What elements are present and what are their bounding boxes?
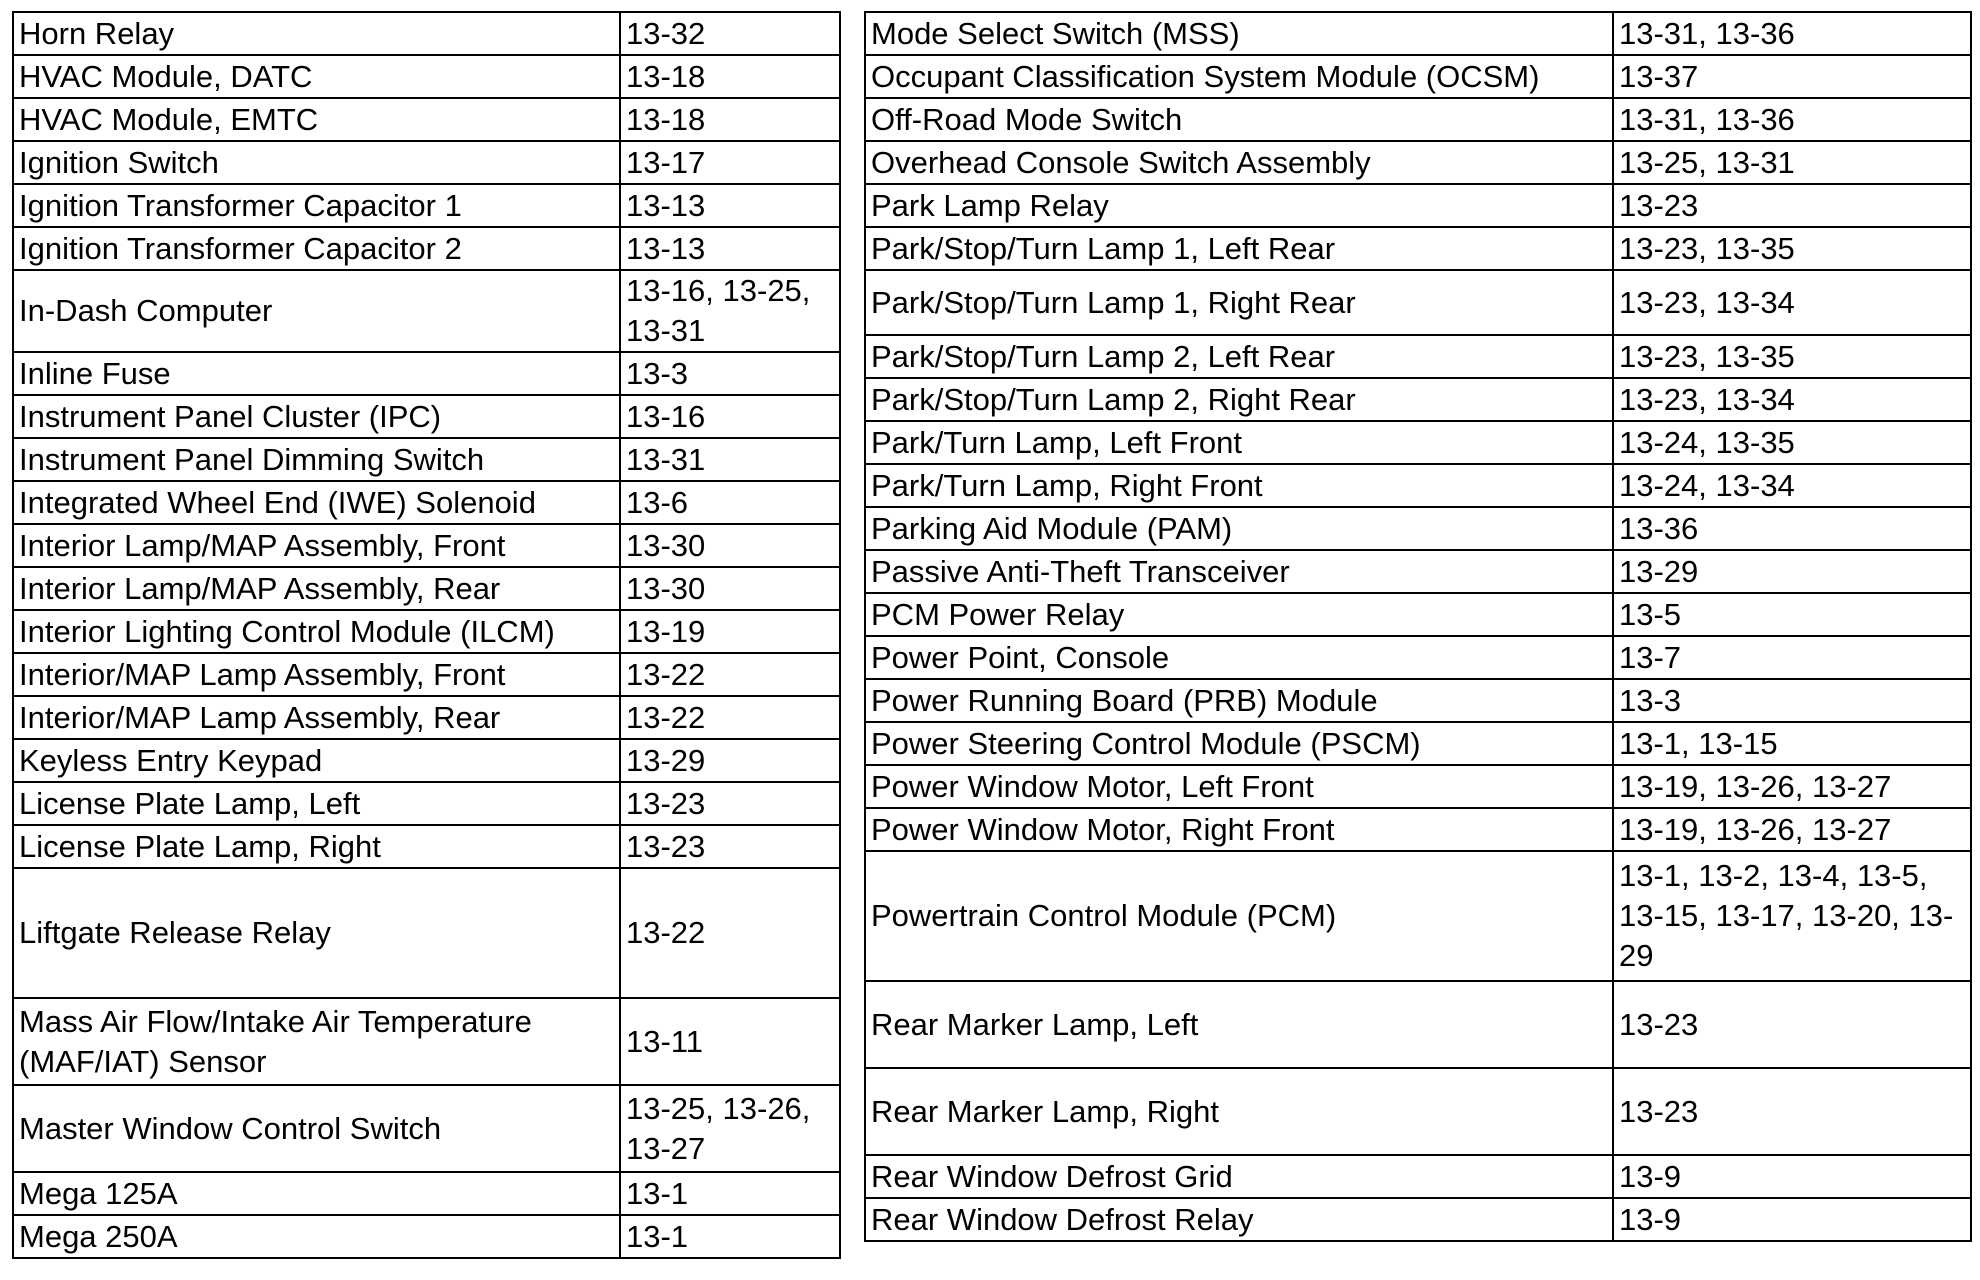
table-row [13,12,840,55]
page-reference-cell: 13-9 [1613,1155,1971,1198]
component-name-cell: Park/Stop/Turn Lamp 1, Right Rear [865,270,1613,335]
page-reference-cell: 13-29 [620,739,840,782]
page-reference-cell: 13-6 [620,481,840,524]
table-row [865,507,1971,550]
page-reference-cell: 13-24, 13-35 [1613,421,1971,464]
page-reference-cell: 13-16, 13-25, 13-31 [620,270,840,352]
table-row [865,722,1971,765]
component-name-cell: Mega 125A [13,1172,620,1215]
component-name-cell: License Plate Lamp, Left [13,782,620,825]
component-name-cell: Power Window Motor, Right Front [865,808,1613,851]
component-name-cell: Ignition Switch [13,141,620,184]
component-name-cell: HVAC Module, EMTC [13,98,620,141]
table-row [865,679,1971,722]
table-row [13,524,840,567]
page-reference-cell: 13-19 [620,610,840,653]
component-name-cell: Park/Turn Lamp, Left Front [865,421,1613,464]
table-row [13,55,840,98]
component-name-cell: Park/Stop/Turn Lamp 1, Left Rear [865,227,1613,270]
component-name-cell: Occupant Classification System Module (OCSM) [865,55,1613,98]
component-name-cell: Overhead Console Switch Assembly [865,141,1613,184]
table-row [865,141,1971,184]
page-reference-cell: 13-31, 13-36 [1613,12,1971,55]
table-row [13,782,840,825]
table-row [13,438,840,481]
page-reference-cell: 13-3 [620,352,840,395]
component-name-cell: Park/Turn Lamp, Right Front [865,464,1613,507]
page-reference-cell: 13-31 [620,438,840,481]
page-reference-cell: 13-1, 13-2, 13-4, 13-5, 13-15, 13-17, 13-20, 13-29 [1613,851,1971,981]
page-reference-cell: 13-23, 13-34 [1613,270,1971,335]
page-reference-cell: 13-29 [1613,550,1971,593]
component-name-cell: Power Steering Control Module (PSCM) [865,722,1613,765]
table-row [865,98,1971,141]
table-row [13,1215,840,1258]
table-row [13,352,840,395]
table-row [13,270,840,352]
component-name-cell: Horn Relay [13,12,620,55]
component-name-cell: Park Lamp Relay [865,184,1613,227]
table-row [865,12,1971,55]
table-row [13,98,840,141]
page-reference-cell: 13-16 [620,395,840,438]
component-name-cell: Rear Marker Lamp, Left [865,981,1613,1068]
table-row [13,1085,840,1172]
table-row [13,141,840,184]
table-row [865,808,1971,851]
component-name-cell: Interior Lighting Control Module (ILCM) [13,610,620,653]
component-name-cell: Interior/MAP Lamp Assembly, Front [13,653,620,696]
table-row [865,550,1971,593]
component-name-cell: Inline Fuse [13,352,620,395]
component-name-cell: Interior Lamp/MAP Assembly, Rear [13,567,620,610]
page-reference-cell: 13-23, 13-35 [1613,227,1971,270]
table-row [865,378,1971,421]
page-reference-cell: 13-25, 13-31 [1613,141,1971,184]
table-row [865,851,1971,981]
table-row [13,610,840,653]
table-row [13,227,840,270]
table-row [13,567,840,610]
page-reference-cell: 13-22 [620,868,840,998]
page-reference-cell: 13-23 [620,782,840,825]
table-row [13,868,840,998]
page-reference-cell: 13-1, 13-15 [1613,722,1971,765]
page-reference-cell: 13-18 [620,98,840,141]
page-reference-cell: 13-1 [620,1215,840,1258]
table-row [865,636,1971,679]
table-row [865,981,1971,1068]
page-reference-cell: 13-18 [620,55,840,98]
page-reference-cell: 13-30 [620,524,840,567]
table-row [13,998,840,1085]
component-name-cell: Master Window Control Switch [13,1085,620,1172]
page-reference-cell: 13-37 [1613,55,1971,98]
component-name-cell: Mass Air Flow/Intake Air Temperature (MAF/IAT) Sensor [13,998,620,1085]
table-row [865,1068,1971,1155]
component-name-cell: Interior Lamp/MAP Assembly, Front [13,524,620,567]
table-row [865,421,1971,464]
page-reference-cell: 13-1 [620,1172,840,1215]
page-reference-cell: 13-19, 13-26, 13-27 [1613,765,1971,808]
page-reference-cell: 13-31, 13-36 [1613,98,1971,141]
page-reference-cell: 13-23 [620,825,840,868]
component-name-cell: Passive Anti-Theft Transceiver [865,550,1613,593]
table-row [865,464,1971,507]
table-row [13,1172,840,1215]
page-reference-cell: 13-13 [620,184,840,227]
page-reference-cell: 13-23 [1613,1068,1971,1155]
table-row [13,184,840,227]
component-name-cell: Rear Window Defrost Grid [865,1155,1613,1198]
table-row [865,184,1971,227]
page-reference-cell: 13-5 [1613,593,1971,636]
page-reference-cell: 13-30 [620,567,840,610]
table-row [865,227,1971,270]
page-reference-cell: 13-9 [1613,1198,1971,1241]
component-name-cell: Rear Window Defrost Relay [865,1198,1613,1241]
component-name-cell: Mega 250A [13,1215,620,1258]
table-row [865,1198,1971,1241]
component-name-cell: Mode Select Switch (MSS) [865,12,1613,55]
table-row [865,55,1971,98]
page-reference-cell: 13-11 [620,998,840,1085]
page-reference-cell: 13-3 [1613,679,1971,722]
component-name-cell: Instrument Panel Cluster (IPC) [13,395,620,438]
component-name-cell: Off-Road Mode Switch [865,98,1613,141]
right-index-body [865,12,1971,1241]
table-row [865,765,1971,808]
component-name-cell: PCM Power Relay [865,593,1613,636]
table-row [865,593,1971,636]
component-name-cell: Ignition Transformer Capacitor 1 [13,184,620,227]
table-row [13,825,840,868]
component-name-cell: In-Dash Computer [13,270,620,352]
component-name-cell: Power Point, Console [865,636,1613,679]
component-name-cell: Keyless Entry Keypad [13,739,620,782]
page-reference-cell: 13-22 [620,696,840,739]
page-reference-cell: 13-23 [1613,184,1971,227]
table-row [13,696,840,739]
component-name-cell: License Plate Lamp, Right [13,825,620,868]
component-name-cell: HVAC Module, DATC [13,55,620,98]
table-row [13,739,840,782]
page-reference-cell: 13-22 [620,653,840,696]
component-name-cell: Rear Marker Lamp, Right [865,1068,1613,1155]
component-name-cell: Liftgate Release Relay [13,868,620,998]
table-row [13,481,840,524]
component-name-cell: Power Window Motor, Left Front [865,765,1613,808]
table-row [13,653,840,696]
page-reference-cell: 13-19, 13-26, 13-27 [1613,808,1971,851]
table-row [865,335,1971,378]
table-row [13,395,840,438]
page-reference-cell: 13-7 [1613,636,1971,679]
component-name-cell: Interior/MAP Lamp Assembly, Rear [13,696,620,739]
component-name-cell: Parking Aid Module (PAM) [865,507,1613,550]
page-reference-cell: 13-23 [1613,981,1971,1068]
left-index-table [12,11,841,1259]
left-index-body [13,12,840,1258]
page-reference-cell: 13-25, 13-26, 13-27 [620,1085,840,1172]
page-reference-cell: 13-17 [620,141,840,184]
page-reference-cell: 13-32 [620,12,840,55]
page-reference-cell: 13-36 [1613,507,1971,550]
table-row [865,270,1971,335]
page-reference-cell: 13-23, 13-35 [1613,335,1971,378]
component-name-cell: Park/Stop/Turn Lamp 2, Left Rear [865,335,1613,378]
right-index-table [864,11,1972,1242]
component-name-cell: Integrated Wheel End (IWE) Solenoid [13,481,620,524]
component-name-cell: Powertrain Control Module (PCM) [865,851,1613,981]
component-name-cell: Instrument Panel Dimming Switch [13,438,620,481]
page-reference-cell: 13-24, 13-34 [1613,464,1971,507]
table-row [865,1155,1971,1198]
component-name-cell: Park/Stop/Turn Lamp 2, Right Rear [865,378,1613,421]
page-reference-cell: 13-23, 13-34 [1613,378,1971,421]
page-reference-cell: 13-13 [620,227,840,270]
component-name-cell: Ignition Transformer Capacitor 2 [13,227,620,270]
component-name-cell: Power Running Board (PRB) Module [865,679,1613,722]
